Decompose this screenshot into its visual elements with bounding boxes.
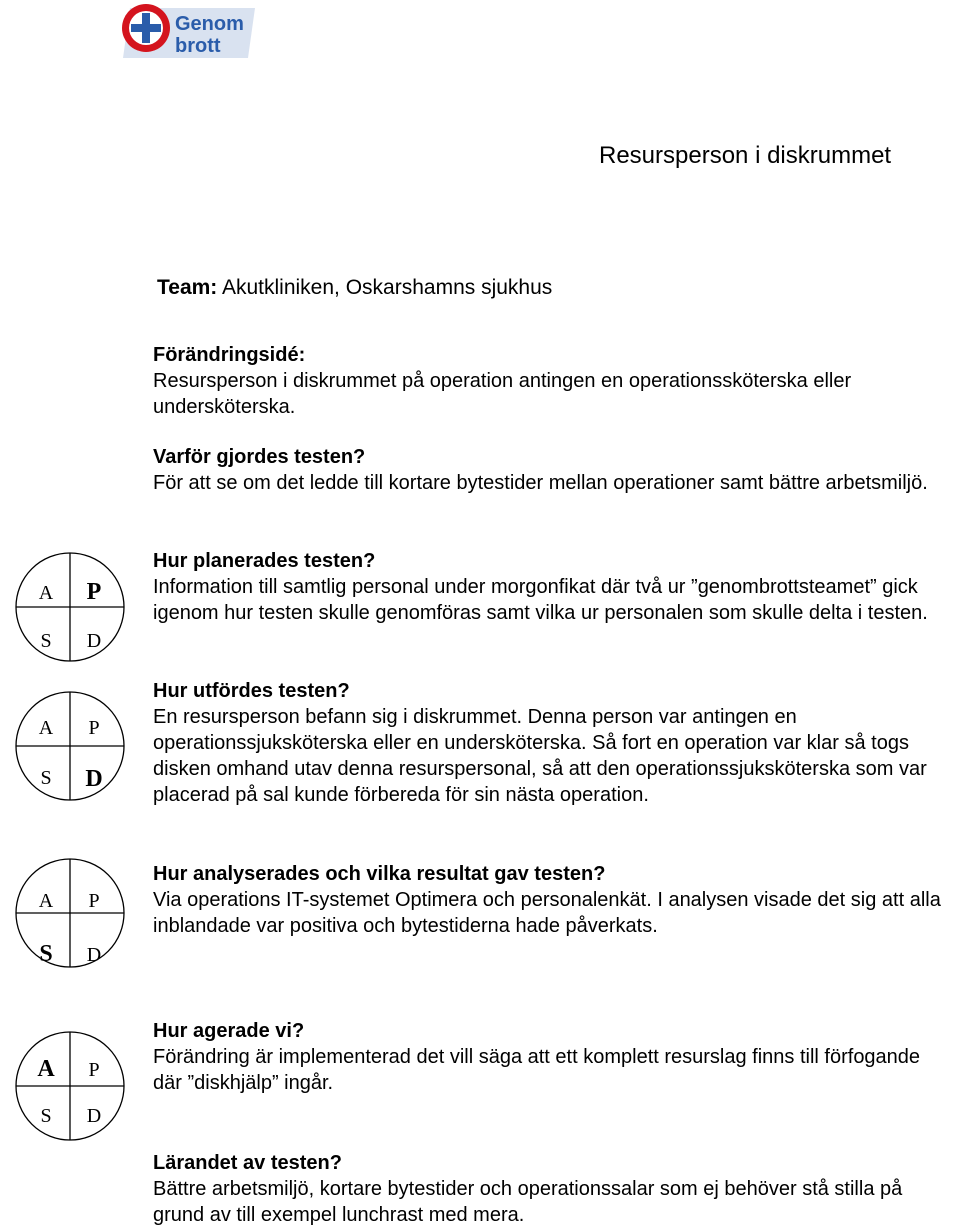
pdsa-letter-d: D (86, 1105, 102, 1127)
pdsa-circle-study (14, 857, 126, 969)
pdsa-letter-p: P (88, 717, 100, 739)
team-label: Team: (157, 276, 218, 299)
pdsa-circle-act (14, 1030, 126, 1142)
pdsa-letter-s: S (40, 630, 52, 652)
section-planned (153, 548, 948, 626)
section-body: Information till samtlig personal under morgonfikat där två ur ”genombrottsteamet” gick igenom hur testen skulle genomföras samt vilka ur personalen som skulle delta i testen. (153, 576, 928, 624)
section-body: En resursperson befann sig i diskrummet. Denna person var antingen en operationssjuksköterska eller en undersköterska. Så fort en operation var klar så togs disken omhand utav denna resurspersonal, så att den operationssjuksköterska som var placerad på sal kunde förbereda för sin nästa operation. (153, 706, 927, 806)
pdsa-letter-p: P (86, 579, 102, 605)
section-body: Via operations IT-systemet Optimera och personalenkät. I analysen visade det sig att alla inblandade var positiva och bytestiderna hade påverkats. (153, 889, 941, 937)
page-title: Resursperson i diskrummet (599, 142, 892, 169)
section-heading: Förändringsidé: (153, 344, 306, 366)
pdsa-letter-d: D (85, 766, 103, 792)
pdsa-letter-d: D (86, 944, 102, 966)
pdsa-letter-d: D (86, 630, 102, 652)
logo-text-line1: Genom (175, 13, 244, 35)
section-acted (153, 1018, 943, 1096)
pdsa-letter-a: A (37, 1056, 55, 1082)
section-heading: Hur agerade vi? (153, 1020, 305, 1042)
pdsa-letter-a: A (38, 717, 54, 739)
pdsa-letter-p: P (88, 890, 100, 912)
team-value: Akutkliniken, Oskarshamns sjukhus (221, 276, 553, 299)
pdsa-circle-plan (14, 551, 126, 663)
pdsa-letter-p: P (88, 1059, 100, 1081)
section-body: För att se om det ledde till kortare bytestider mellan operationer samt bättre arbetsmiljö. (153, 472, 928, 494)
section-heading: Hur analyserades och vilka resultat gav testen? (153, 863, 606, 885)
section-body: Bättre arbetsmiljö, kortare bytestider och operationssalar som ej behöver stå stilla på grund av till exempel lunchrast med mera. (153, 1178, 903, 1226)
section-heading: Hur utfördes testen? (153, 680, 350, 702)
section-why (153, 444, 943, 496)
section-heading: Lärandet av testen? (153, 1152, 342, 1174)
pdsa-letter-a: A (38, 890, 54, 912)
section-analysed (153, 861, 960, 939)
section-performed (153, 678, 953, 808)
pdsa-letter-s: S (40, 767, 52, 789)
section-heading: Hur planerades testen? (153, 550, 376, 572)
genombrott-logo (120, 0, 260, 60)
logo-text-line2: brott (175, 35, 221, 57)
pdsa-letter-a: A (38, 582, 54, 604)
pdsa-circle-do (14, 690, 126, 802)
team-line (157, 276, 552, 300)
pdsa-letter-s: S (40, 1105, 52, 1127)
section-body: Förändring är implementerad det vill säga att ett komplett resurslag finns till förfogande där ”diskhjälp” ingår. (153, 1046, 921, 1094)
section-learning (153, 1150, 948, 1228)
section-heading: Varför gjordes testen? (153, 446, 366, 468)
pdsa-letter-s: S (39, 941, 53, 967)
section-body: Resursperson i diskrummet på operation antingen en operationssköterska eller undersköterska. (153, 370, 852, 418)
section-change-idea (153, 342, 933, 420)
